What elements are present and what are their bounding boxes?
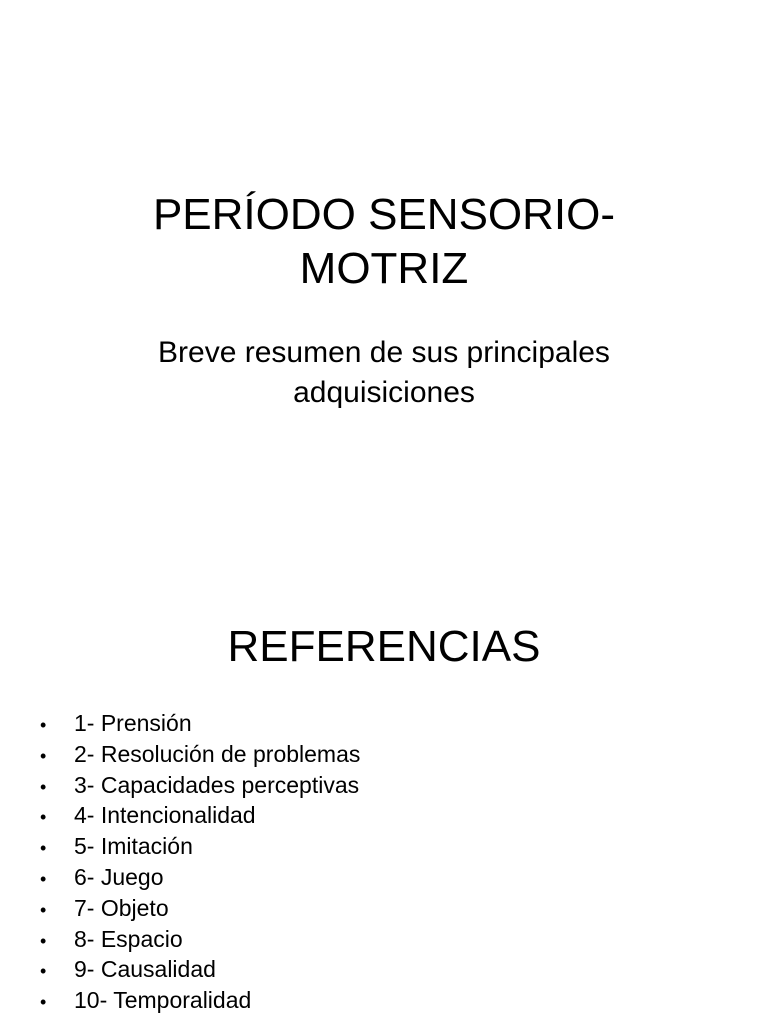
bullet-icon: • bbox=[40, 715, 47, 735]
list-item-text: 5- Imitación bbox=[74, 833, 193, 860]
bullet-icon: • bbox=[40, 868, 47, 889]
bullet-icon: • bbox=[40, 899, 47, 920]
references-slide bbox=[0, 576, 768, 1024]
list-item-text: 9- Causalidad bbox=[74, 956, 216, 983]
bullet-icon: • bbox=[40, 930, 47, 951]
bullet-icon: • bbox=[40, 992, 47, 1013]
bullet-icon: • bbox=[40, 776, 47, 797]
slide-title-line-2: MOTRIZ bbox=[299, 244, 469, 293]
references-title: REFERENCIAS bbox=[227, 622, 541, 671]
list-item bbox=[40, 862, 760, 893]
list-item-text: 1- Prensión bbox=[74, 710, 192, 736]
bullet-icon: • bbox=[40, 838, 47, 859]
list-item bbox=[40, 708, 760, 739]
list-item bbox=[40, 954, 760, 985]
list-item-text: 4- Intencionalidad bbox=[74, 802, 256, 829]
list-item bbox=[40, 985, 760, 1016]
list-item bbox=[40, 924, 760, 955]
list-item bbox=[40, 831, 760, 862]
bullet-icon: • bbox=[40, 807, 47, 828]
slide-title-line-1: PERÍODO SENSORIO- bbox=[152, 190, 616, 239]
slide-subtitle-line-1: Breve resumen de sus principales bbox=[158, 336, 610, 369]
slide-title bbox=[0, 188, 768, 296]
list-item bbox=[40, 739, 760, 770]
slide-subtitle-line-2: adquisiciones bbox=[293, 376, 475, 409]
list-item-text: 3- Capacidades perceptivas bbox=[74, 771, 360, 798]
bullet-icon: • bbox=[40, 745, 47, 766]
bullet-icon: • bbox=[40, 961, 47, 982]
list-item-text: 7- Objeto bbox=[74, 894, 169, 921]
list-item bbox=[40, 800, 760, 831]
list-item bbox=[40, 893, 760, 924]
list-item bbox=[40, 770, 760, 801]
slide-subtitle bbox=[0, 333, 768, 413]
list-item-text: 8- Espacio bbox=[74, 925, 183, 952]
references-list bbox=[40, 708, 760, 1016]
list-item-text: 2- Resolución de problemas bbox=[74, 740, 361, 767]
list-item-text: 10- Temporalidad bbox=[74, 987, 252, 1014]
list-item-text: 6- Juego bbox=[74, 863, 164, 890]
